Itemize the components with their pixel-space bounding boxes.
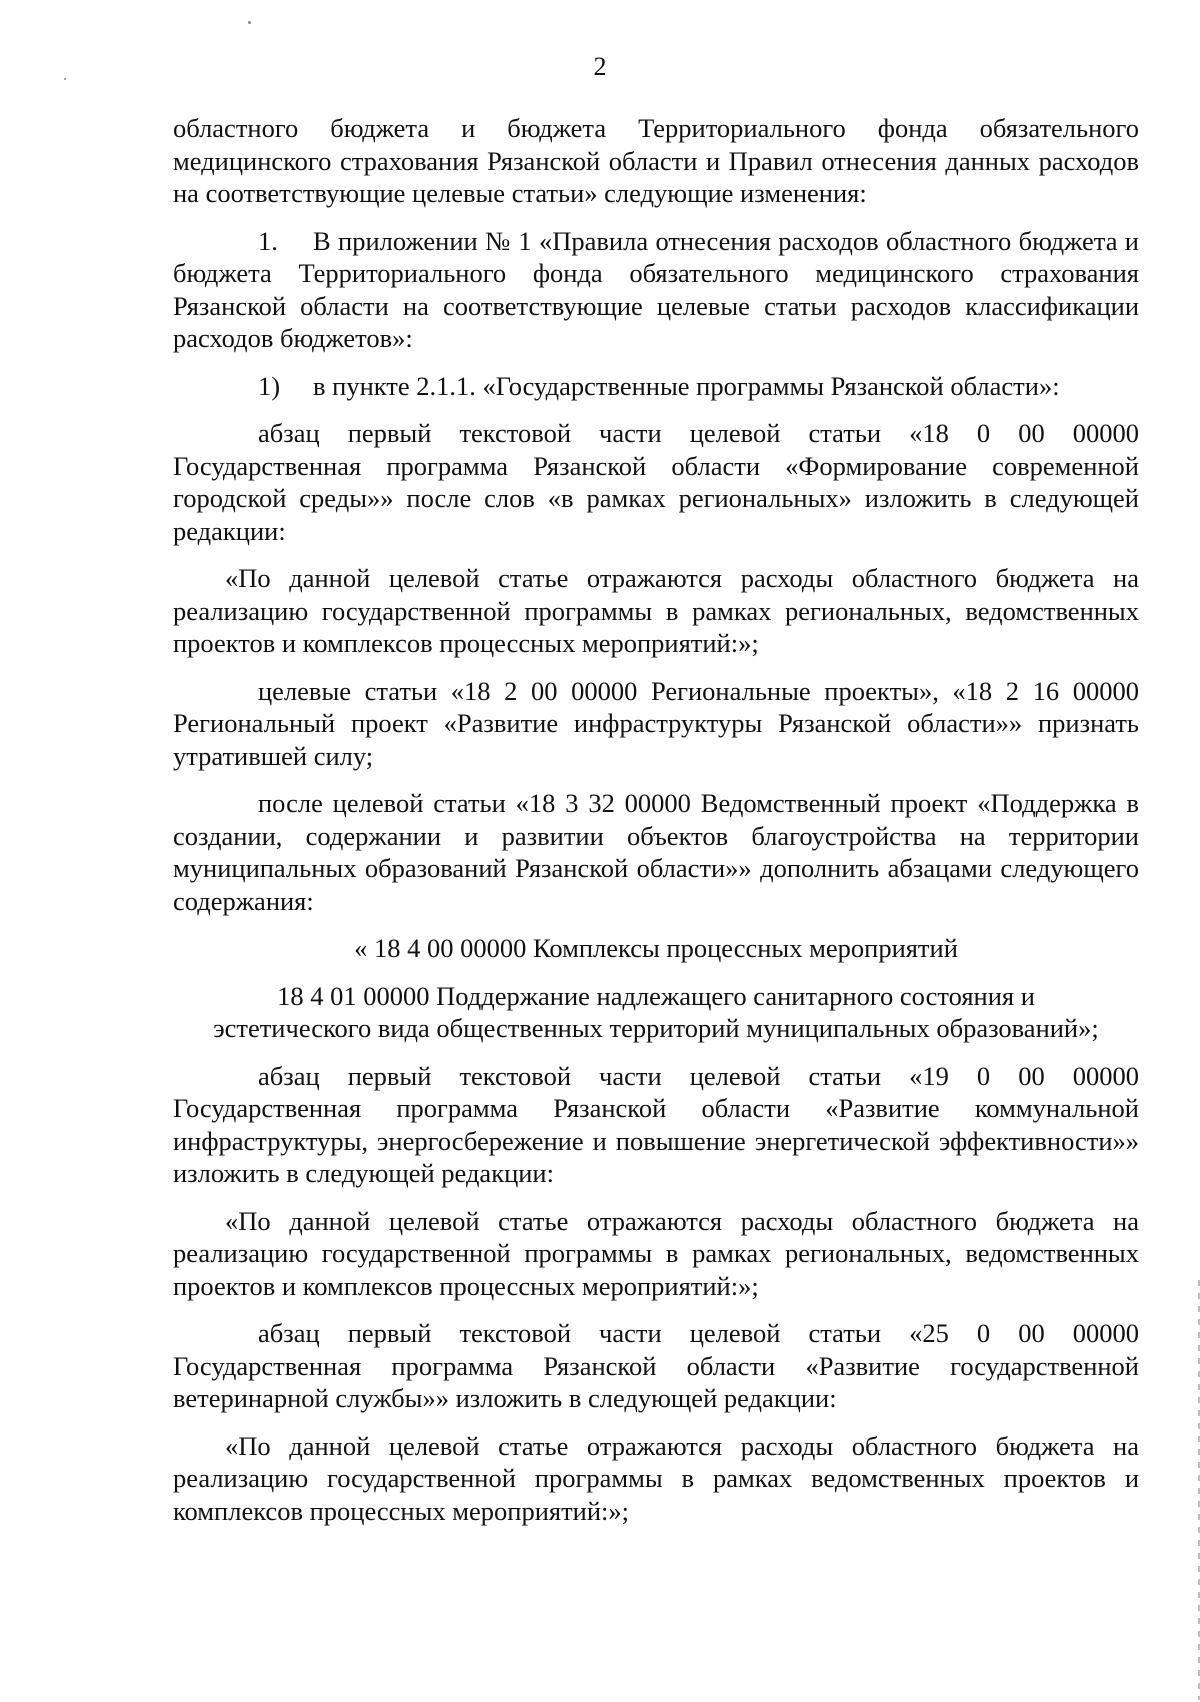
paragraph-articles-repealed: целевые статьи «18 2 00 00000 Региональные проекты», «18 2 16 00000 Региональный проект «Развитие инфраструктуры Рязанской области»» признать утратившей силу; xyxy=(173,675,1139,771)
paragraph-after-article: после целевой статьи «18 3 32 00000 Ведомственный проект «Поддержка в создании, содержании и развитии объектов благоустройства на территории муниципальных образований Рязанской области»» дополнить абзацами следующего содержания: xyxy=(173,788,1139,916)
inserted-item-line: эстетического вида общественных территорий муниципальных образований»; xyxy=(213,1013,1099,1043)
scan-speck xyxy=(248,21,251,24)
paragraph-article-19: абзац первый текстовой части целевой статьи «19 0 00 00000 Государственная программа Рязанской области «Развитие коммунальной инфраструктуры, энергосбережение и повышение энергетической эффективности»» изложить в следующей редакции: xyxy=(173,1060,1139,1188)
inserted-item-line: 18 4 01 00000 Поддержание надлежащего санитарного состояния и xyxy=(277,980,1035,1011)
paragraph-inserted-heading: « 18 4 00 00000 Комплексы процессных мероприятий xyxy=(354,933,958,963)
paragraph-inserted-item xyxy=(173,980,1139,1045)
page-number: 2 xyxy=(593,52,607,81)
document-body xyxy=(173,112,1139,1542)
paragraph-article-25: абзац первый текстовой части целевой статьи «25 0 00 00000 Государственная программа Рязанской области «Развитие государственной ветеринарной службы»» изложить в следующей редакции: xyxy=(173,1318,1139,1413)
list-number: 1) xyxy=(258,370,281,401)
paragraph-quote-1: «По данной целевой статье отражаются расходы областного бюджета на реализацию государственной программы в рамках региональных, ведомственных проектов и комплексов процессных мероприятий:»; xyxy=(173,563,1139,658)
paragraph-subitem-1 xyxy=(173,370,1139,403)
list-number: 1. xyxy=(258,225,278,256)
paragraph-quote-2: «По данной целевой статье отражаются расходы областного бюджета на реализацию государственной программы в рамках региональных, ведомственных проектов и комплексов процессных мероприятий:»; xyxy=(173,1205,1139,1301)
paragraph-intro: областного бюджета и бюджета Территориального фонда обязательного медицинского страхования Рязанской области и Правил отнесения данных расходов на соответствующие целевые статьи» следующие изменения: xyxy=(173,113,1139,208)
paragraph-article-18: абзац первый текстовой части целевой статьи «18 0 00 00000 Государственная программа Рязанской области «Формирование современной городской среды»» после слов «в рамках региональных» изложить в следующей редакции: xyxy=(173,418,1139,546)
paragraph-quote-3: «По данной целевой статье отражаются расходы областного бюджета на реализацию государственной программы в рамках ведомственных проектов и комплексов процессных мероприятий:»; xyxy=(173,1430,1139,1526)
paragraph-text: в пункте 2.1.1. «Государственные программы Рязанской области»: xyxy=(313,370,1060,401)
paragraph-text: В приложении № 1 «Правила отнесения расходов областного бюджета и бюджета Территориального фонда обязательного медицинского страхования Рязанской области на соответствующие целевые статьи расходов классификации расходов бюджетов»: xyxy=(173,225,1139,353)
paragraph-item-1 xyxy=(173,225,1139,355)
